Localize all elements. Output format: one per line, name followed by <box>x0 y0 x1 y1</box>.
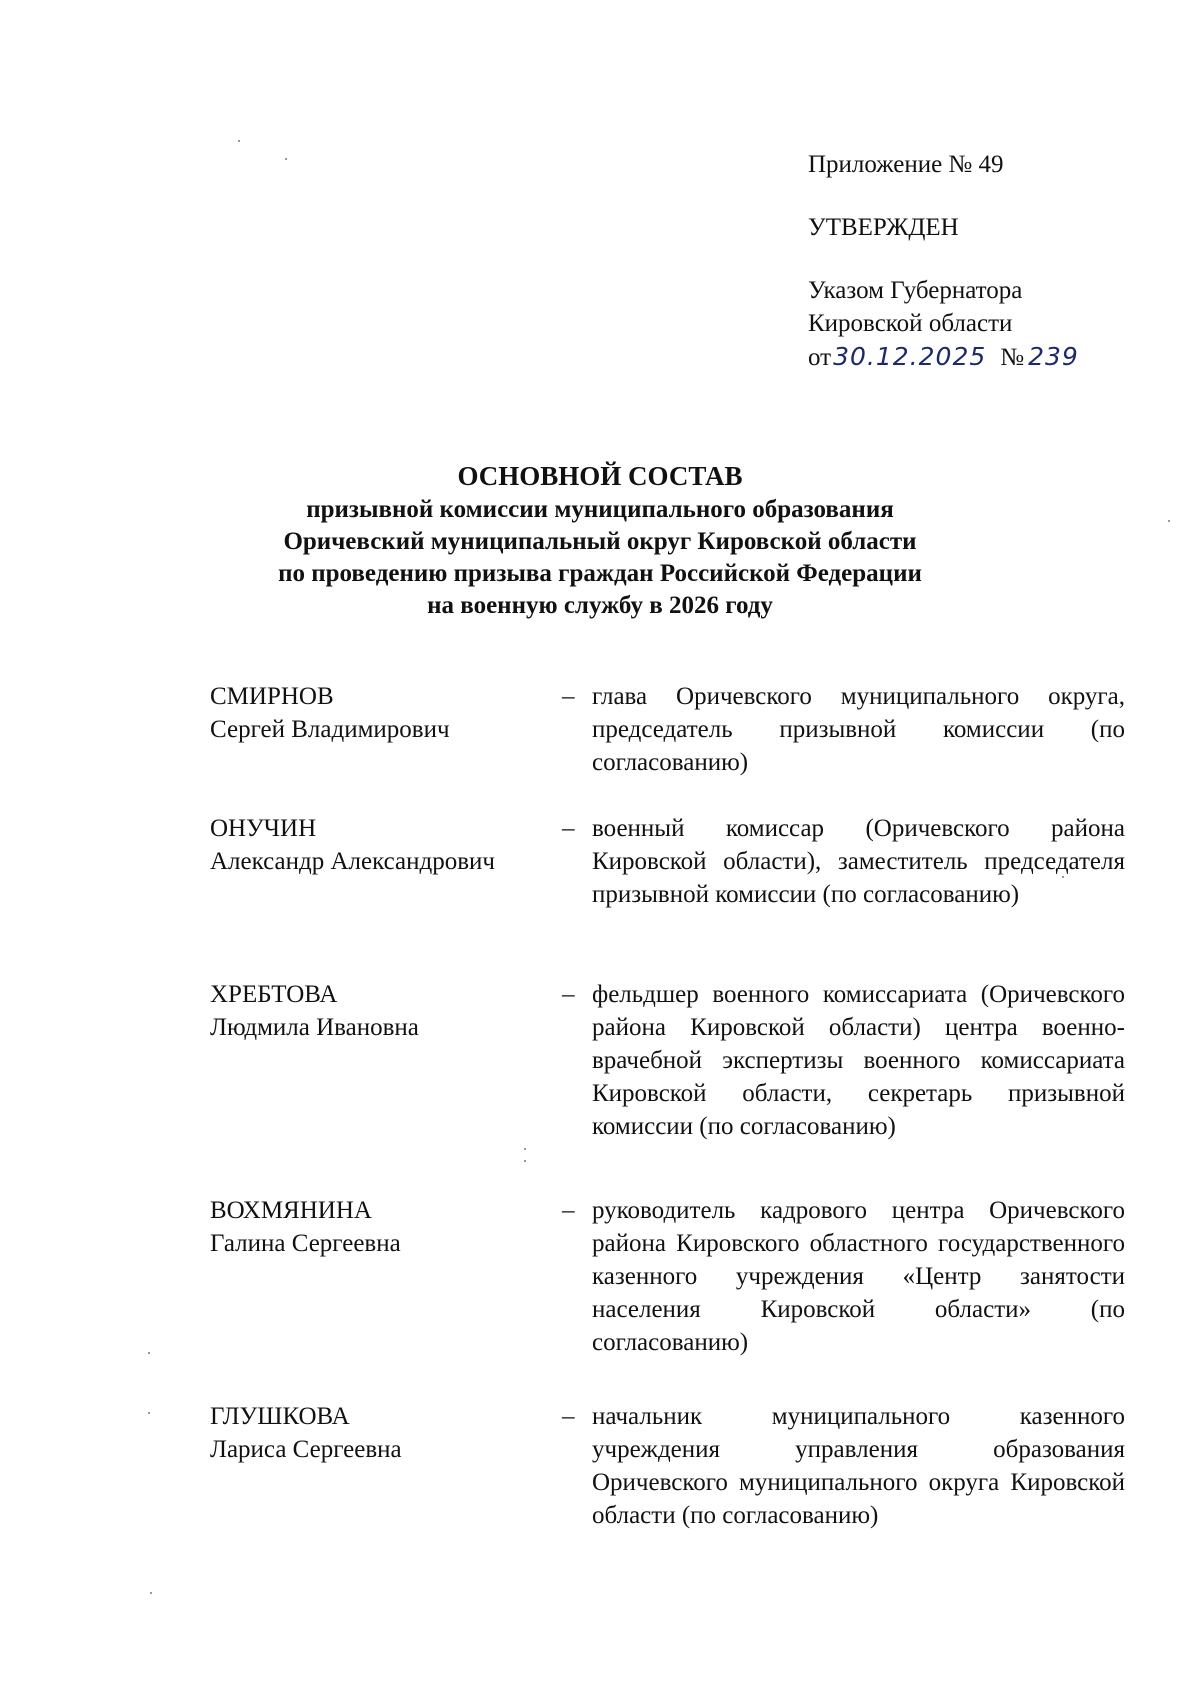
scan-speck <box>238 140 240 142</box>
approved-stamp-text: УТВЕРЖДЕН <box>808 214 959 241</box>
member-given-names: Александр Александрович <box>210 848 495 875</box>
title-line-3: по проведению призыва граждан Российской Федерации <box>278 560 922 587</box>
date-prefix: от <box>808 344 832 371</box>
member-given-names: Лариса Сергеевна <box>210 1436 402 1463</box>
member-surname: ГЛУШКОВА <box>210 1403 350 1430</box>
annex-number: Приложение № 49 <box>808 151 1004 178</box>
member-dash: – <box>562 1403 575 1430</box>
scan-speck <box>524 1160 526 1162</box>
document-title <box>140 458 1060 622</box>
title-main: ОСНОВНОЙ СОСТАВ <box>457 461 743 491</box>
member-name <box>210 978 550 1044</box>
member-role: руководитель кадрового центра Оричевского района Кировского областного государственного казенного учреждения «Центр занятости населения Кировской области» (по согласованию) <box>592 1197 1125 1356</box>
decree-date-line <box>808 340 1079 374</box>
member-surname: ХРЕБТОВА <box>210 981 338 1008</box>
decree-reference <box>808 274 1079 374</box>
scan-speck <box>285 158 287 160</box>
title-line-4: на военную службу в 2026 году <box>427 592 773 619</box>
title-line-1: призывной комиссии муниципального образования <box>306 496 894 523</box>
member-name <box>210 1400 550 1466</box>
member-given-names: Галина Сергеевна <box>210 1230 401 1257</box>
member-surname: ОНУЧИН <box>210 815 317 842</box>
decree-line-1: Указом Губернатора <box>808 277 1023 304</box>
scan-speck <box>1168 520 1170 522</box>
member-dash: – <box>562 981 575 1008</box>
member-surname: СМИРНОВ <box>210 683 334 710</box>
member-name <box>210 812 550 878</box>
scan-speck <box>1062 876 1064 878</box>
member-given-names: Сергей Владимирович <box>210 716 450 743</box>
member-name <box>210 1194 550 1260</box>
handwritten-number: 239 <box>1028 342 1079 371</box>
scan-speck <box>148 1352 150 1354</box>
title-line-2: Оричевский муниципальный округ Кировской области <box>283 528 917 555</box>
scan-speck <box>148 1412 150 1414</box>
member-role: военный комиссар (Оричевского района Кировской области), заместитель председателя призывной комиссии (по согласованию) <box>592 815 1125 908</box>
handwritten-date: 30.12.2025 <box>833 342 987 371</box>
member-surname: ВОХМЯНИНА <box>210 1197 372 1224</box>
member-dash: – <box>562 1197 575 1224</box>
member-role: фельдшер военного комиссариата (Оричевского района Кировской области) центра военно-врачебной экспертизы военного комиссариата Кировской области, секретарь призывной комиссии (по согласованию) <box>592 981 1125 1140</box>
member-name <box>210 680 550 746</box>
scan-speck <box>150 1592 152 1594</box>
approval-block <box>808 148 1079 374</box>
scan-speck <box>524 1148 526 1150</box>
member-role: глава Оричевского муниципального округа, председатель призывной комиссии (по согласованию) <box>592 683 1125 776</box>
number-prefix: № <box>1000 344 1025 371</box>
member-dash: – <box>562 683 575 710</box>
member-given-names: Людмила Ивановна <box>210 1014 419 1041</box>
member-dash: – <box>562 815 575 842</box>
member-role: начальник муниципального казенного учреждения управления образования Оричевского муниципального округа Кировской области (по согласованию) <box>592 1403 1125 1529</box>
decree-line-2: Кировской области <box>808 310 1013 337</box>
